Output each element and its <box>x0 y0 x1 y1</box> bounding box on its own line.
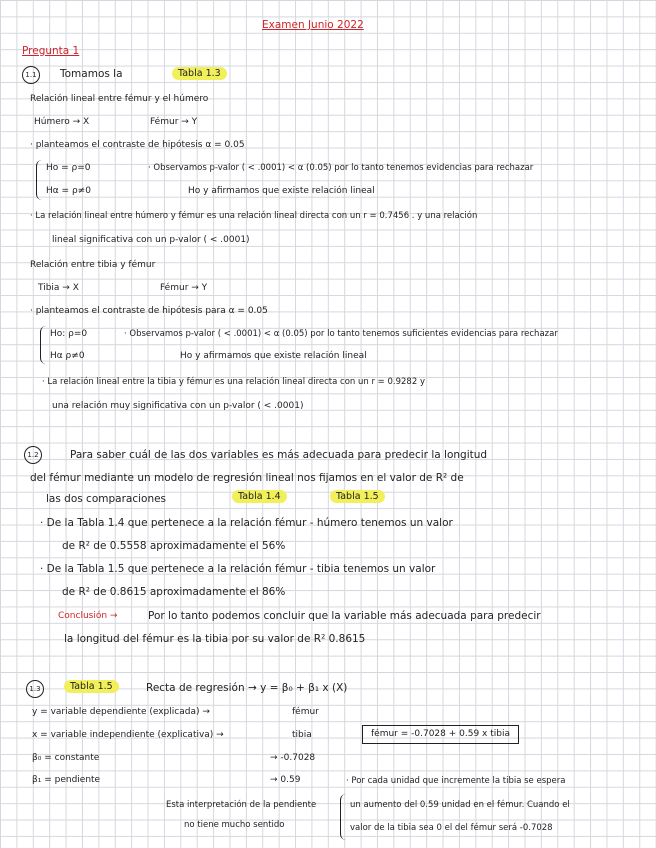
q11-h1-2: Hα ρ≠0 <box>50 351 85 361</box>
section-number-1-1: 1.1 <box>22 66 40 84</box>
q13-b0-definition: β₀ = constante <box>32 753 100 763</box>
q12-bullet-1a: · De la Tabla 1.4 que pertenece a la relación fémur - húmero tenemos un valor <box>40 517 453 529</box>
q11-table-highlight: Tabla 1.3 <box>172 67 227 80</box>
q12-conclusion-a: Por lo tanto podemos concluir que la variable más adecuada para predecir <box>148 610 541 622</box>
q12-bullet-2a: · De la Tabla 1.5 que pertenece a la relación fémur - tibia tenemos un valor <box>40 563 436 575</box>
regression-equation-box: fémur = -0.7028 + 0.59 x tibia <box>362 725 519 744</box>
q11-map2-y: Fémur → Y <box>160 283 208 293</box>
q11-observe-2a: · Observamos p-valor ( < .0001) < α (0.05) por lo tanto tenemos suficientes evidencias para rechazar <box>124 329 558 339</box>
q11-map1-x: Húmero → X <box>34 117 90 127</box>
q13-b0-value: → -0.7028 <box>270 753 316 763</box>
q12-table-a-highlight: Tabla 1.4 <box>232 490 287 503</box>
q11-observe-2b: Ho y afirmamos que existe relación lineal <box>180 351 367 361</box>
q11-conclusion-1b: lineal significativa con un p-valor ( < .0001) <box>52 235 250 245</box>
q13-interpretation-c: valor de la tibia sea 0 el del fémur será -0.7028 <box>350 823 553 833</box>
q12-line-1: Para saber cuál de las dos variables es más adecuada para predecir la longitud <box>70 449 488 461</box>
q11-map1-y: Fémur → Y <box>150 117 198 127</box>
q11-hypothesis-1: · planteamos el contraste de hipótesis α = 0.05 <box>30 140 245 150</box>
q13-interpretation-a: · Por cada unidad que incremente la tibia se espera <box>346 776 566 786</box>
q11-relation-1: Relación lineal entre fémur y el húmero <box>30 94 209 104</box>
q11-h1-1: Hα = ρ≠0 <box>46 186 91 196</box>
page-title: Examen Junio 2022 <box>262 19 364 31</box>
q12-line-2: del fémur mediante un modelo de regresión lineal nos fijamos en el valor de R² de <box>30 472 464 484</box>
q13-interp-label-a: Esta interpretación de la pendiente <box>166 800 317 810</box>
q11-map2-x: Tibia → X <box>38 283 79 293</box>
brace-hyp-1 <box>36 160 43 200</box>
q11-observe-1a: · Observamos p-valor ( < .0001) < α (0.05) por lo tanto tenemos evidencias para rechazar <box>148 163 534 173</box>
q11-hypothesis-2: · planteamos el contraste de hipótesis para α = 0.05 <box>30 306 268 316</box>
q11-h0-1: Ho = ρ=0 <box>46 163 91 173</box>
q11-observe-1b: Ho y afirmamos que existe relación lineal <box>188 186 375 196</box>
q13-interp-label-b: no tiene mucho sentido <box>184 820 285 830</box>
q12-bullet-2b: de R² de 0.8615 aproximadamente el 86% <box>62 586 286 598</box>
q12-conclusion-b: la longitud del fémur es la tibia por su valor de R² 0.8615 <box>64 633 366 645</box>
section-number-1-3: 1.3 <box>26 680 44 698</box>
q13-y-definition: y = variable dependiente (explicada) → <box>32 707 210 717</box>
q11-h0-2: Ho: ρ=0 <box>50 329 88 339</box>
q13-y-value: fémur <box>292 707 319 717</box>
q13-interpretation-b: un aumento del 0.59 unidad en el fémur. Cuando el <box>350 800 570 810</box>
q12-bullet-1b: de R² de 0.5558 aproximadamente el 56% <box>62 540 286 552</box>
q12-conclusion-label: Conclusión → <box>58 611 118 621</box>
question-heading: Pregunta 1 <box>22 45 80 57</box>
q12-table-b-highlight: Tabla 1.5 <box>330 490 385 503</box>
q13-x-definition: x = variable independiente (explicativa) → <box>32 730 224 740</box>
q13-heading: Recta de regresión → y = β₀ + β₁ x (X) <box>146 682 348 694</box>
brace-hyp-2 <box>40 326 47 364</box>
q13-b1-value: → 0.59 <box>270 775 301 785</box>
q11-conclusion-2a: · La relación lineal entre la tibia y fémur es una relación lineal directa con un r = 0.9282 y <box>42 377 425 387</box>
q13-b1-definition: β₁ = pendiente <box>32 775 101 785</box>
q13-x-value: tibia <box>292 730 312 740</box>
q11-relation-2: Relación entre tibia y fémur <box>30 260 156 270</box>
q11-conclusion-2b: una relación muy significativa con un p-valor ( < .0001) <box>52 401 304 411</box>
q11-intro: Tomamos la <box>60 68 123 80</box>
q13-table-highlight: Tabla 1.5 <box>64 680 119 693</box>
section-number-1-2: 1.2 <box>24 446 42 464</box>
q11-conclusion-1a: · La relación lineal entre húmero y fémur es una relación lineal directa con un r = 0.7456 . y una relación <box>30 211 478 221</box>
brace-interpretation <box>340 794 347 840</box>
q12-line-3: las dos comparaciones <box>46 493 167 505</box>
